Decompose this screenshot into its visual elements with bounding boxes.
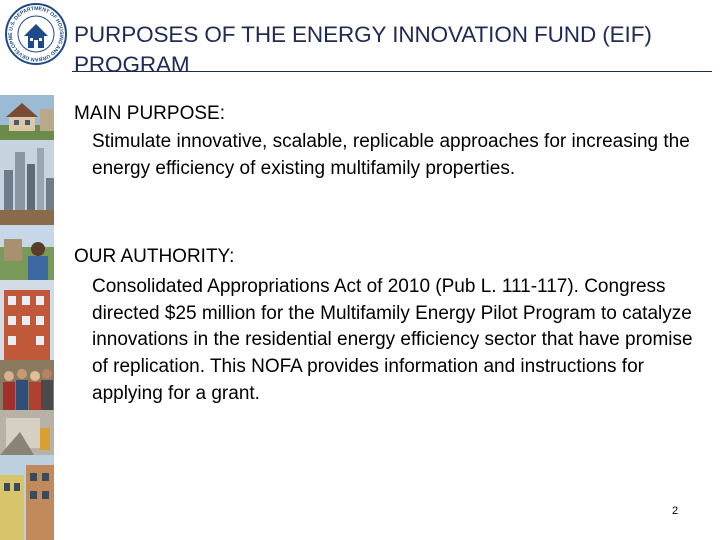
house-photo bbox=[0, 95, 54, 140]
main-purpose-heading: MAIN PURPOSE: bbox=[74, 103, 225, 124]
photo-strip bbox=[0, 95, 54, 540]
page-number: 2 bbox=[671, 505, 679, 517]
person-photo bbox=[0, 225, 54, 280]
slide-title-line-1: PURPOSES OF THE ENERGY INNOVATION FUND (EIF) bbox=[74, 22, 652, 47]
slide-title-line-2: PROGRAM bbox=[74, 52, 190, 77]
apartment-photo bbox=[0, 280, 54, 360]
title-underline bbox=[72, 71, 712, 72]
authority-text: Consolidated Appropriations Act of 2010 (Pub L. 111-117). Congress directed $25 million for the Multifamily Energy Pilot Program to catalyze innovations in the residential energy efficiency sector that have promise of replication. This NOFA provides information and instructions for applying for a grant. bbox=[92, 276, 693, 404]
group-photo bbox=[0, 360, 54, 410]
main-purpose-text: Stimulate innovative, scalable, replicable approaches for increasing the energy efficiency of existing multifamily properties. bbox=[92, 131, 690, 179]
authority-heading: OUR AUTHORITY: bbox=[74, 246, 235, 267]
hud-seal-logo bbox=[4, 2, 68, 66]
skyline-photo bbox=[0, 140, 54, 225]
street-photo bbox=[0, 455, 54, 540]
construction-photo bbox=[0, 410, 54, 455]
svg-text:U.S. DEPARTMENT OF HOUSING AND: U.S. DEPARTMENT OF HOUSING AND URBAN DEVELOPME bbox=[7, 5, 65, 63]
